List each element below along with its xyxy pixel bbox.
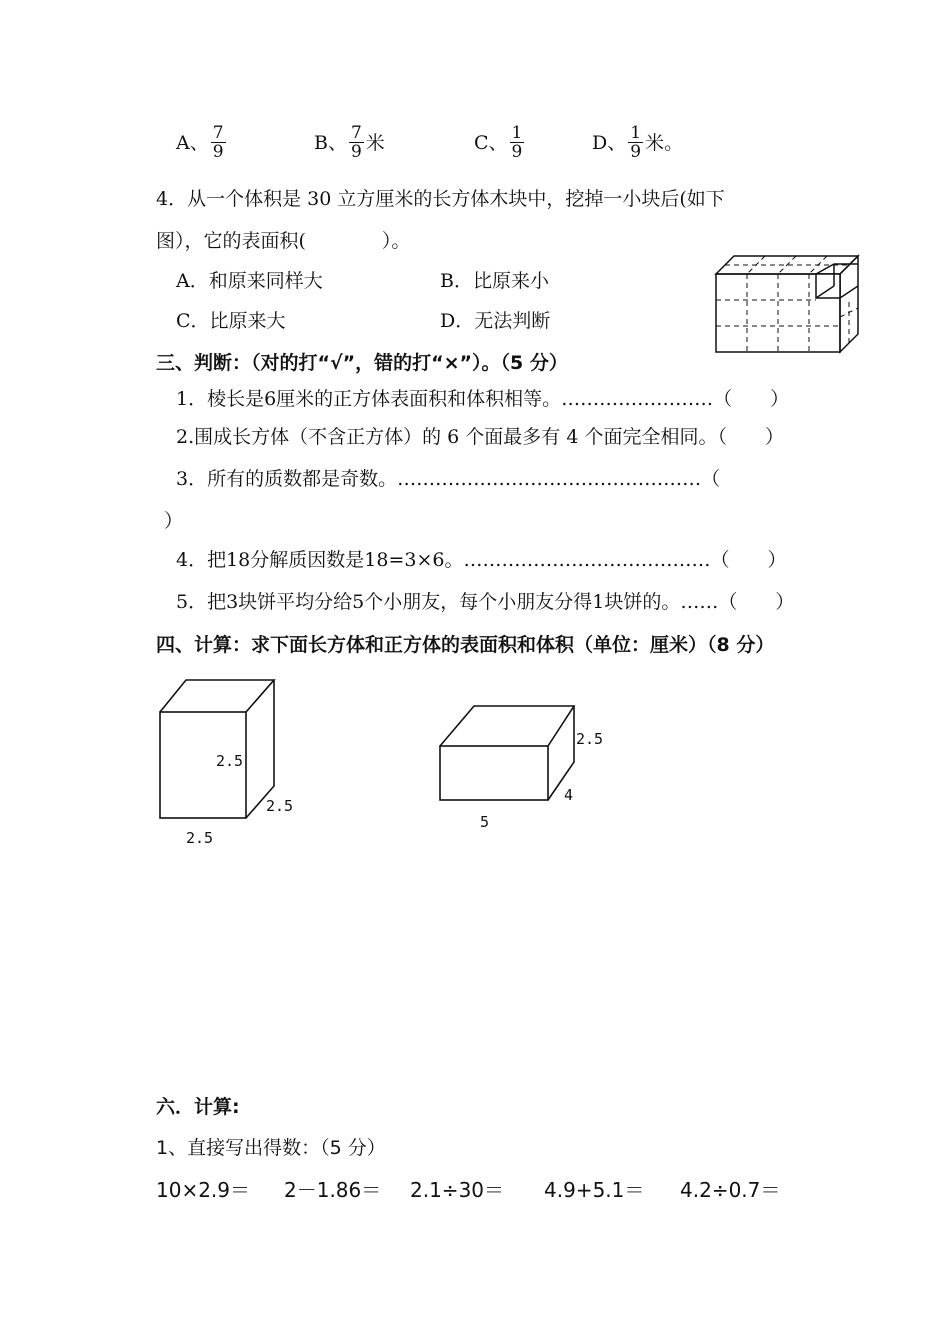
calc-expr-1: 10×2.9＝	[156, 1178, 251, 1202]
denominator: 9	[630, 142, 642, 162]
numerator: 7	[212, 123, 224, 143]
cuboid-length-label: 5	[480, 813, 490, 831]
calc-expr-3: 2.1÷30＝	[410, 1178, 505, 1202]
judge-item-1: 1．棱长是6厘米的正方体表面积和体积相等。……………………（ ）	[176, 388, 790, 410]
cuboid-figure	[430, 696, 610, 836]
q4-option-b: B．比原来小	[440, 270, 549, 292]
cube-figure	[150, 670, 310, 855]
numerator: 7	[350, 123, 362, 143]
cube-depth-label: 2.5	[266, 797, 294, 815]
section-3-heading: 三、判断：（对的打“√”，错的打“×”）。（5 分）	[156, 352, 568, 374]
calc-expr-2: 2－1.86＝	[284, 1178, 382, 1202]
option-unit: 米	[365, 131, 385, 154]
q4-line-2: 图），它的表面积( ）。	[156, 230, 411, 252]
q3-option-d	[592, 124, 683, 161]
q4-line-1: 4．从一个体积是 30 立方厘米的长方体木块中，挖掉一小块后(如下	[156, 188, 725, 210]
calc-expr-4: 4.9+5.1＝	[544, 1178, 645, 1202]
section-4-heading: 四、计算：求下面长方体和正方体的表面积和体积（单位：厘米）（8 分）	[156, 634, 775, 656]
cuboid-height-label: 2.5	[576, 730, 604, 748]
option-prefix: A、	[176, 131, 209, 154]
q4-option-c: C．比原来大	[176, 310, 286, 332]
cube-height-label: 2.5	[216, 752, 244, 770]
q3-option-c	[474, 124, 524, 161]
numerator: 1	[630, 123, 642, 143]
fraction	[349, 124, 364, 161]
denominator: 9	[350, 142, 362, 162]
judge-item-2: 2.围成长方体（不含正方体）的 6 个面最多有 4 个面完全相同。（ ）	[176, 426, 784, 448]
judge-item-3: 3．所有的质数都是奇数。…………………………………………（	[176, 468, 721, 490]
judge-item-5: 5．把3块饼平均分给5个小朋友，每个小朋友分得1块饼的。……（ ）	[176, 591, 795, 613]
judge-item-4: 4．把18分解质因数是18=3×6。…………………………………（ ）	[176, 549, 787, 571]
numerator: 1	[511, 123, 523, 143]
denominator: 9	[511, 142, 523, 162]
option-unit: 米。	[645, 131, 684, 154]
q4-option-a: A．和原来同样大	[176, 270, 323, 292]
fraction	[510, 124, 525, 161]
option-prefix: C、	[474, 131, 508, 154]
section-6-sub-1: 1、直接写出得数：（5 分）	[156, 1137, 386, 1159]
judge-item-3-close: ）	[164, 510, 184, 532]
q3-option-b	[314, 124, 385, 161]
fraction	[211, 124, 226, 161]
option-prefix: D、	[592, 131, 627, 154]
q3-option-a	[176, 124, 226, 161]
option-prefix: B、	[314, 131, 347, 154]
q4-block-figure	[712, 252, 862, 356]
q4-option-d: D．无法判断	[440, 310, 551, 332]
fraction	[628, 124, 643, 161]
denominator: 9	[212, 142, 224, 162]
section-6-heading: 六．计算:	[156, 1096, 240, 1118]
cuboid-depth-label: 4	[564, 786, 574, 804]
cube-width-label: 2.5	[186, 829, 214, 847]
calc-expr-5: 4.2÷0.7＝	[680, 1178, 781, 1202]
